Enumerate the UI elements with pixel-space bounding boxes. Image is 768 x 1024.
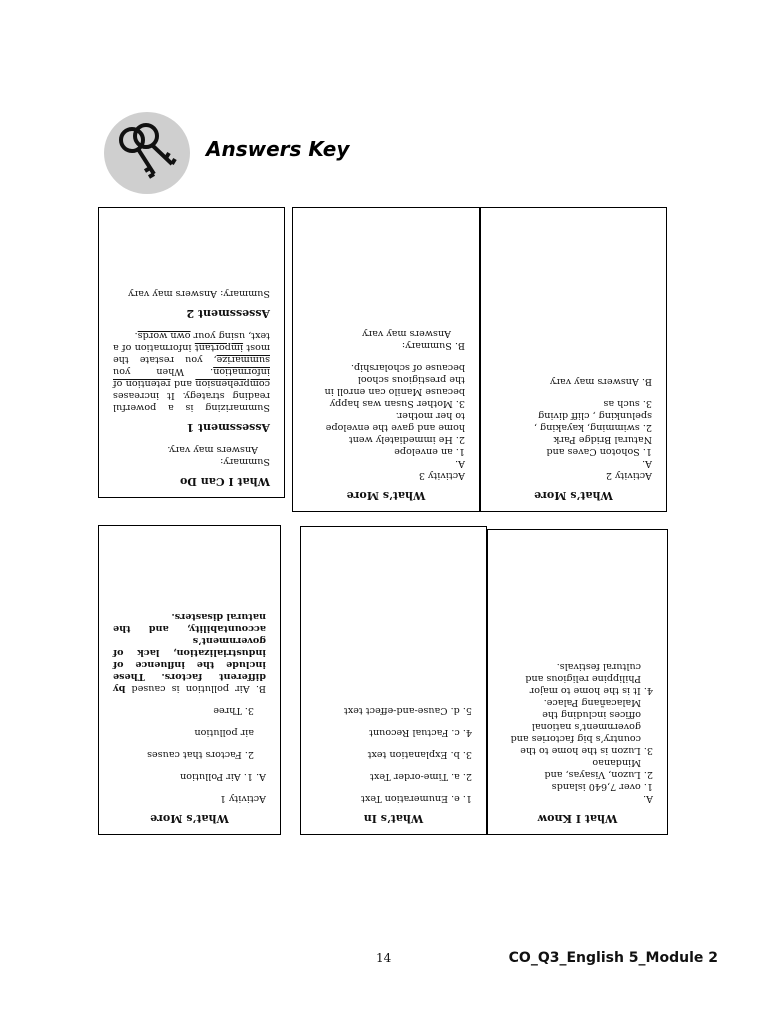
line: 3. Three	[213, 705, 254, 716]
line: 3. Luzon is the home to the	[520, 745, 653, 756]
line: Answers may vary	[362, 328, 451, 339]
line: 1. Sohoton Caves and	[546, 446, 652, 457]
line: 2. Luzon, Visayas, and	[544, 769, 653, 780]
box-whats-more-activity2	[480, 207, 667, 512]
module-code: CO_Q3_English 5_Module 2	[508, 950, 718, 966]
heading-what-i-know: What I Know	[537, 812, 618, 825]
assessment-1-text: Summarizing is a powerful reading strategy. It increases comprehension and retention of information. When you summarize, you restate the most important information of a text, using your own words.	[113, 330, 270, 413]
line: Activity 1	[219, 793, 266, 804]
box-whats-more-activity1	[98, 525, 281, 835]
line: 3. such as	[603, 398, 652, 409]
line: A.	[642, 458, 652, 469]
heading-whats-more-activity3: What’s More	[346, 489, 426, 502]
box-whats-more-activity3	[292, 207, 480, 512]
line: Malacañang Palace.	[543, 697, 641, 708]
line: the prestigious school	[357, 374, 465, 385]
line: because Manilo can enroll in	[324, 386, 465, 397]
line: Philippine religious and	[525, 673, 641, 684]
line: because of scholarship.	[350, 362, 465, 373]
line: 2. He immediately went	[348, 434, 465, 445]
heading-assessment-2: Assessment 2	[186, 307, 270, 320]
heading-assessment-1: Assessment 1	[186, 421, 270, 434]
heading-whats-in: What’s In	[363, 812, 424, 825]
line: 2. swimming, kayaking ,	[533, 422, 652, 433]
line: B. Summary:	[401, 340, 465, 351]
line: government’s national	[531, 721, 641, 732]
line: 1. an envelope	[394, 446, 465, 457]
box-what-i-can-do	[98, 207, 285, 498]
summary-label: Summary:	[220, 456, 270, 467]
line: 4. c. Factual Recount	[369, 727, 472, 738]
page-number: 14	[376, 951, 392, 965]
line: Activity 2	[605, 470, 652, 481]
line: B. Answers may vary	[549, 376, 652, 387]
line: 1. over 7,640 islands	[551, 781, 653, 792]
line: to her mother.	[395, 410, 465, 421]
heading-whats-more-activity2: What’s More	[534, 489, 613, 502]
box-whats-in	[300, 526, 487, 835]
line: cultural festivals.	[556, 661, 641, 672]
heading-whats-more-activity1: What’s More	[150, 812, 229, 825]
line: home and gave the envelope	[325, 422, 465, 433]
box-what-i-know	[487, 529, 668, 835]
line: country’s big factories and	[510, 733, 641, 744]
line: spelunking , cliff diving	[538, 410, 652, 421]
keys-icon	[104, 112, 190, 194]
line: offices including the	[542, 709, 641, 720]
assessment-2-text: Summary: Answers may vary	[128, 288, 270, 299]
line: A.	[643, 793, 653, 804]
line: 4. It is the home to major	[529, 685, 653, 696]
line: 3. b. Explanation text	[367, 749, 472, 760]
line: Activity 3	[418, 470, 465, 481]
line: 2. Factors that causes	[147, 749, 254, 760]
line: A.	[455, 458, 465, 469]
line: 5. d. Cause-and-effect text	[343, 705, 472, 716]
line: air pollution	[194, 727, 254, 738]
line: 3. Mother Susan was happy	[329, 398, 465, 409]
line: 2. a. Time-order Text	[370, 771, 472, 782]
line: Mindanao	[592, 757, 641, 768]
line: Natural Bridge Park	[553, 434, 652, 445]
line: A. 1. Air Pollution	[180, 771, 266, 782]
summary-answer: Answers may vary.	[167, 444, 258, 455]
line: 1. e. Enumeration Text	[361, 793, 472, 804]
activity1-b-text: B. Air pollution is caused by different factors. These include the influence of industrialization, lack of government’s accountability, and the natural disasters.	[113, 611, 266, 694]
heading-what-i-can-do: What I Can Do	[180, 475, 270, 488]
page-title: Answers Key	[206, 137, 350, 161]
